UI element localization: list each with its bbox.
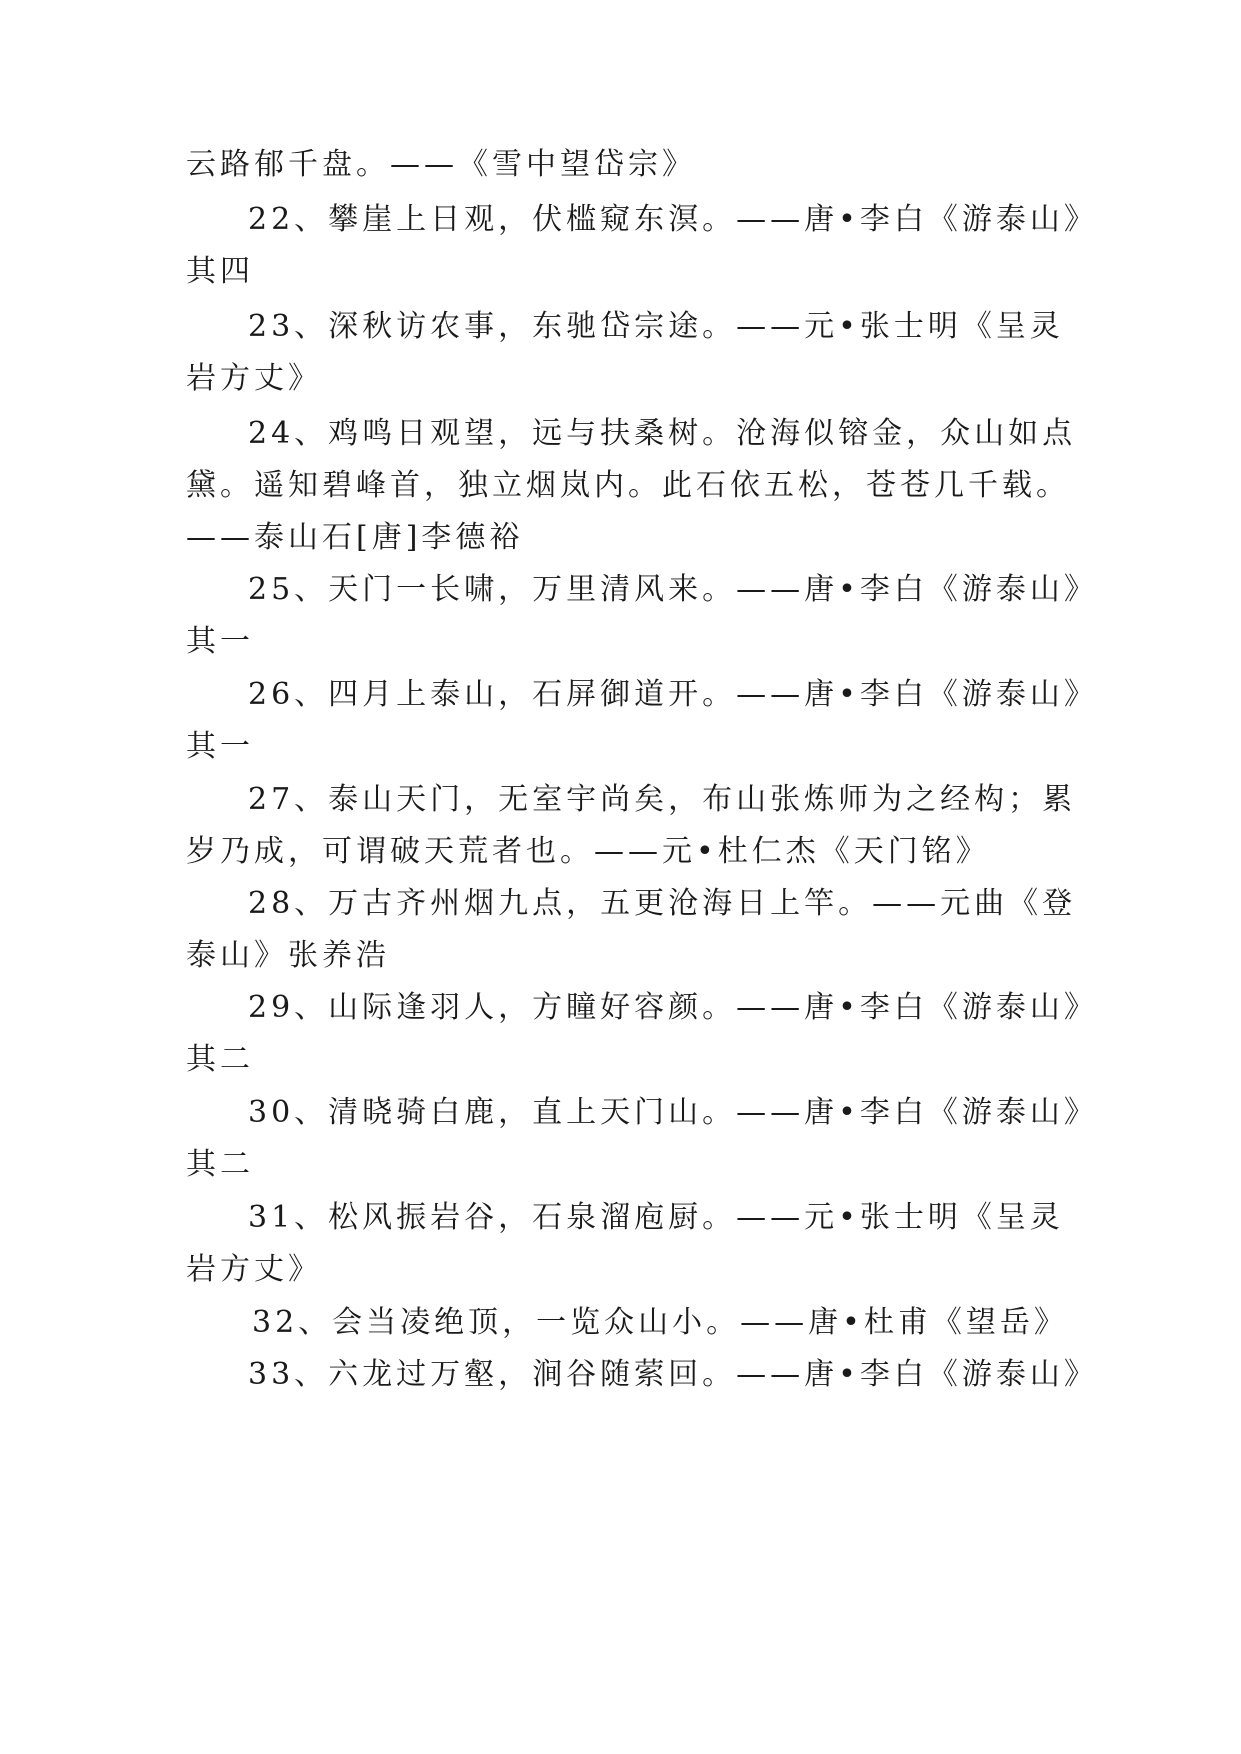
text-line: 岩方丈》 bbox=[186, 361, 322, 396]
text-line: 岁乃成，可谓破天荒者也。——元•杜仁杰《天门铭》 bbox=[186, 834, 990, 869]
text-line: 25、天门一长啸，万里清风来。——唐•李白《游泰山》 bbox=[248, 572, 1098, 607]
text-line: 22、攀崖上日观，伏槛窥东溟。——唐•李白《游泰山》 bbox=[248, 202, 1098, 237]
text-line: ——泰山石[唐]李德裕 bbox=[186, 520, 524, 555]
text-line: 其二 bbox=[186, 1042, 254, 1077]
text-line: 24、鸡鸣日观望，远与扶桑树。沧海似镕金，众山如点 bbox=[248, 416, 1077, 451]
text-line: 27、泰山天门，无室宇尚矣，布山张炼师为之经构；累 bbox=[248, 782, 1077, 817]
text-line: 云路郁千盘。——《雪中望岱宗》 bbox=[186, 147, 696, 182]
text-line: 23、深秋访农事，东驰岱宗途。——元•张士明《呈灵 bbox=[248, 309, 1064, 344]
text-line: 26、四月上泰山，石屏御道开。——唐•李白《游泰山》 bbox=[248, 677, 1098, 712]
text-line: 黛。遥知碧峰首，独立烟岚内。此石依五松，苍苍几千载。 bbox=[186, 468, 1070, 503]
text-line: 其二 bbox=[186, 1147, 254, 1182]
text-line: 其一 bbox=[186, 624, 254, 659]
text-line: 其四 bbox=[186, 254, 254, 289]
text-line: 32、会当凌绝顶，一览众山小。——唐•杜甫《望岳》 bbox=[252, 1305, 1068, 1340]
text-line: 29、山际逢羽人，方瞳好容颜。——唐•李白《游泰山》 bbox=[248, 990, 1098, 1025]
text-line: 其一 bbox=[186, 729, 254, 764]
text-line: 岩方丈》 bbox=[186, 1252, 322, 1287]
text-line: 28、万古齐州烟九点，五更沧海日上竿。——元曲《登 bbox=[248, 886, 1077, 921]
text-line: 30、清晓骑白鹿，直上天门山。——唐•李白《游泰山》 bbox=[248, 1095, 1098, 1130]
text-line: 33、六龙过万壑，涧谷随萦回。——唐•李白《游泰山》 bbox=[248, 1357, 1098, 1392]
text-line: 泰山》张养浩 bbox=[186, 938, 390, 973]
text-line: 31、松风振岩谷，石泉溜庖厨。——元•张士明《呈灵 bbox=[248, 1200, 1064, 1235]
